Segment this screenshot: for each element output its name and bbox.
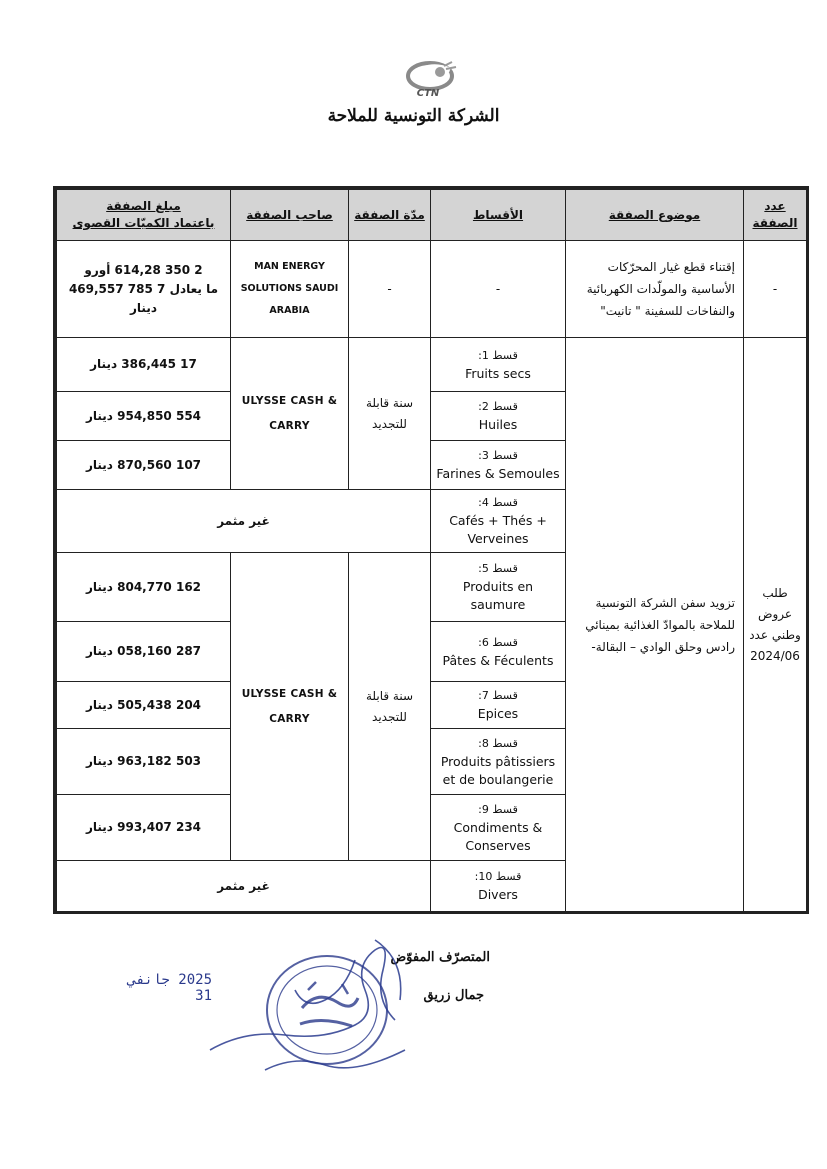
duration-a: سنة قابلة للتجديد xyxy=(349,338,431,490)
group-subject: تزويد سفن الشركة التونسية للملاحة بالموادّ الغذائية بمينائي رادس وحلق الوادي – البقالة- xyxy=(566,338,744,912)
signer-title: المتصرّف المفوّض xyxy=(390,950,490,965)
lot-10: قسط 10: Divers xyxy=(431,861,566,912)
amount-lot-8: 503 963,182 دينار xyxy=(57,729,231,795)
row1-owner: MAN ENERGY SOLUTIONS SAUDI ARABIA xyxy=(231,241,349,338)
lot-4: قسط 4: Cafés + Thés + Verveines xyxy=(431,490,566,553)
amount-lot-2: 554 954,850 دينار xyxy=(57,392,231,441)
header-number: عدد الصفقة xyxy=(744,190,807,241)
owner-a: ULYSSE CASH & CARRY xyxy=(231,338,349,490)
lot-4-non-fruitful: غير مثمر xyxy=(57,490,431,553)
header-lots: الأقساط xyxy=(431,190,566,241)
header-subject: موضوع الصفقة xyxy=(566,190,744,241)
row1-subject: إقتناء قطع غيار المحرّكات الأساسية والمولّدات الكهربائية والنفاخات للسفينة " تانيت" xyxy=(566,241,744,338)
amount-lot-1: 17 386,445 دينار xyxy=(57,338,231,392)
amount-lot-9: 234 993,407 دينار xyxy=(57,795,231,861)
signer-name: جمال زريق xyxy=(423,988,484,1003)
lot-1: قسط 1: Fruits secs xyxy=(431,338,566,392)
lot-3: قسط 3: Farines & Semoules xyxy=(431,441,566,490)
header-amount: مبلغ الصفقة باعتماد الكميّات القصوى xyxy=(57,190,231,241)
lot-5: قسط 5: Produits en saumure xyxy=(431,553,566,622)
header-owner: صاحب الصفقة xyxy=(231,190,349,241)
table-row xyxy=(57,338,807,392)
ctn-logo xyxy=(400,60,468,98)
contracts-table xyxy=(53,186,809,914)
lot-6: قسط 6: Pâtes & Féculents xyxy=(431,622,566,682)
amount-lot-3: 107 870,560 دينار xyxy=(57,441,231,490)
date-stamp: 2025 جانفي 31 xyxy=(127,972,212,1004)
lot-9: قسط 9: Condiments & Conserves xyxy=(431,795,566,861)
owner-b: ULYSSE CASH & CARRY xyxy=(231,553,349,861)
row1-number: - xyxy=(744,241,807,338)
row1-amount: 2 350 614,28 أورو ما يعادل 7 785 469,557 دينار xyxy=(57,241,231,338)
lot-10-non-fruitful: غير مثمر xyxy=(57,861,431,912)
lot-8: قسط 8: Produits pâtissiers et de boulangerie xyxy=(431,729,566,795)
row1-duration: - xyxy=(349,241,431,338)
group-number: طلب عروض وطني عدد 2024/06 xyxy=(744,338,807,912)
amount-lot-7: 204 505,438 دينار xyxy=(57,682,231,729)
logo-text: CTN xyxy=(416,88,440,98)
company-name: الشركة التونسية للملاحة xyxy=(327,106,500,126)
amount-lot-5: 162 804,770 دينار xyxy=(57,553,231,622)
table-row xyxy=(57,241,807,338)
handwritten-signature xyxy=(205,930,425,1090)
row1-lots: - xyxy=(431,241,566,338)
lot-7: قسط 7: Epices xyxy=(431,682,566,729)
amount-lot-6: 287 058,160 دينار xyxy=(57,622,231,682)
header-duration: مدّة الصفقة xyxy=(349,190,431,241)
duration-b: سنة قابلة للتجديد xyxy=(349,553,431,861)
lot-2: قسط 2: Huiles xyxy=(431,392,566,441)
